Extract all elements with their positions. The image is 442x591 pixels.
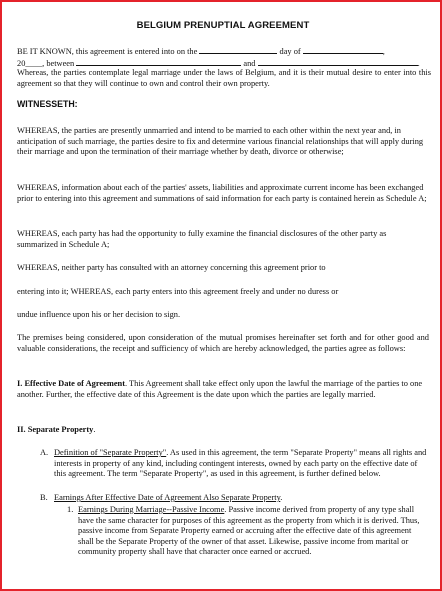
section-2-heading: II. Separate Property (17, 425, 94, 434)
party-two-blank[interactable] (258, 57, 418, 66)
intro-text-2b: and (243, 59, 256, 68)
section-1 (17, 379, 429, 400)
item-a-text: . As used in this agreement, the term "Separate Property" means all rights and interests in property of any kind, including contingent interests, owned by each party on the effective date of this agreement. The term "Separate Property", as used in this agreement, is further defined below. (54, 448, 427, 479)
day-blank[interactable] (303, 45, 383, 54)
item-b1-label: 1. (67, 505, 74, 514)
whereas-paragraph-1: WHEREAS, the parties are presently unmarried and intend to be married to each other within the next year and, in anticipation of such marriage, the parties desire to fix and determine various financial relationships that will apply during their marriage and upon the termination of their marriage whether by death, divorce or otherwise; (17, 126, 424, 157)
section-1-text: . This Agreement shall take effect only upon the lawful the marriage of the parties to one another. Further, the effective date of this Agreement is the date upon which the parties are legally married. (17, 379, 423, 399)
intro-line-2: 20____, between and . (17, 59, 420, 68)
item-b-label: B. (40, 493, 48, 502)
item-b1-text: . Passive income derived from property of any type shall have the same character for purposes of this agreement as the property from which it is derived. Thus, passive income from Separate Property earned or accruing after the effective date of this agreement shall be the Separate Property of the owner of that asset. Likewise, passive income from marital or community property shall have that character once earned or accrued. (78, 505, 420, 557)
whereas-paragraph-2: WHEREAS, information about each of the parties' assets, liabilities and approximate current income has been exchanged prior to entering into this agreement and summations of said information for each party is contained herein as Schedule A; (17, 183, 427, 203)
intro-text-2a: 20____, between (17, 59, 75, 68)
item-b: Earnings After Effective Date of Agreement Also Separate Property. (54, 493, 283, 502)
intro-text-1b: day of (279, 47, 301, 56)
whereas-paragraph-3: WHEREAS, each party has had the opportunity to fully examine the financial disclosures of the other party as summarized in Schedule A; (17, 229, 387, 249)
section-2: II. Separate Property. (17, 425, 96, 434)
whereas-paragraph-5: entering into it; WHEREAS, each party enters into this agreement freely and under no duress or (17, 287, 339, 296)
premises-paragraph: The premises being considered, upon consideration of the mutual promises hereinafter set forth and for other good and valuable considerations, the receipt and sufficiency of which are hereby acknowledged, the parties agree as follows: (17, 333, 429, 353)
intro-line-1: BE IT KNOWN, this agreement is entered into on the day of , (17, 47, 385, 56)
item-b1-title: Earnings During Marriage--Passive Income (78, 505, 225, 514)
witnesseth-heading: WITNESSETH: (17, 99, 78, 109)
item-b1 (78, 505, 426, 558)
party-one-blank[interactable] (76, 57, 241, 66)
intro-text-1a: BE IT KNOWN, this agreement is entered into on the (17, 47, 198, 56)
item-a-label: A. (40, 448, 49, 457)
item-b-title: Earnings After Effective Date of Agreement Also Separate Property (54, 493, 281, 502)
section-1-heading: I. Effective Date of Agreement (17, 379, 125, 388)
document-title: BELGIUM PRENUPTIAL AGREEMENT (136, 20, 310, 31)
intro-whereas: Whereas, the parties contemplate legal marriage under the laws of Belgium, and it is their mutual desire to enter into this agreement so that they will continue to own and control their own property. (17, 68, 431, 88)
item-a-title: Definition of "Separate Property" (54, 448, 167, 457)
date-blank[interactable] (199, 45, 277, 54)
whereas-paragraph-6: undue influence upon his or her decision to sign. (17, 310, 181, 319)
item-a (54, 448, 430, 480)
whereas-paragraph-4: WHEREAS, neither party has consulted with an attorney concerning this agreement prior to (17, 263, 326, 272)
